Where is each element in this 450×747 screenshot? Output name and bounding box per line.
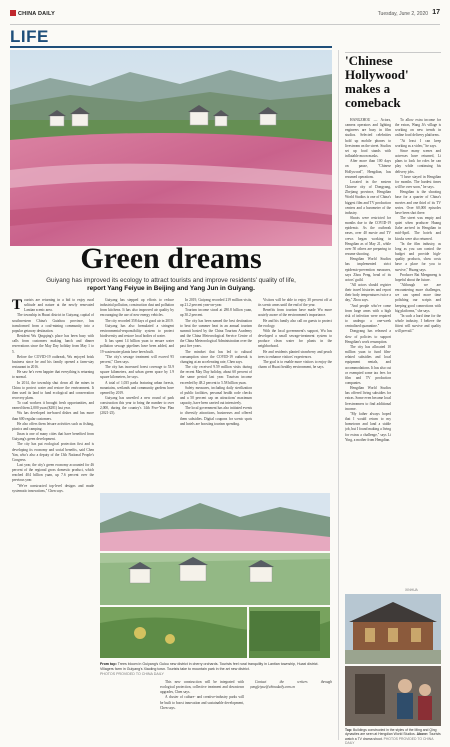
paragraph: He and his family also call on guests to protect the ecology. bbox=[258, 318, 332, 328]
paragraph: He and residents planted strawberry and peach trees to enhance visitors' experiences. bbox=[258, 349, 332, 359]
paragraph: Resident Wu Qingqing's place has been busy with calls from customers making lunch and dinner reservations since the May Day holiday from May 1 to 5. bbox=[12, 334, 94, 354]
paragraph: Producer Bai Mengmeng is hopeful about the future. bbox=[395, 272, 441, 282]
caption-text: Trees bloom in Guiyang's Gulou new district in cherry orchards. Tourists feel rural tranquility in Lantian township, Huaxi district. Villagers farm in Guiyang's Xiaoling town. Tourists take to mountain park in the art new district. bbox=[100, 662, 319, 671]
paragraph: Guiyang has also formulated a stringent environmental-responsibility system to protect biodiversity and restore local bodies of water. bbox=[100, 323, 174, 339]
paragraph: "In such a hard time for the whole industry, I believe the fittest will survive and quality will prevail." bbox=[395, 313, 441, 334]
paragraph: Since many scenes and actresses have returned, Li plans to look for roles he can play while continuing his delivery jobs. bbox=[395, 148, 441, 174]
paragraph: "We've constructed top-level designs and made systematic innovations," Chen says. bbox=[12, 483, 94, 493]
paragraph: Guiyang has stepped up efforts to reduce industrial pollution, construction dust and pollution from kitchens. It has also improved air quality by encouraging the use of new energy vehicles. bbox=[100, 298, 174, 318]
paragraph: Hengdian is the shooting base for a quarter of China's movies and one third of its TV series. Over 60,000 episodes have been shot there. bbox=[395, 190, 441, 215]
paragraph: A cluster of culture- and creative-industry parks will be built to boost innovation and sustainable development, Chen says. bbox=[160, 695, 244, 710]
article-column-2-bottom bbox=[160, 680, 244, 740]
paragraph: With the local government's support, Wu has developed a small sewage-treatment system to produce clean water for plants in the neighborhood. bbox=[258, 328, 332, 349]
paragraph: Located in the eastern Chinese city of Dongyang, Zhejiang province, Hengdian World Studios is one of China's biggest film and TV production centers and a barometer of the industry. bbox=[345, 179, 391, 215]
newspaper-logo bbox=[10, 10, 55, 17]
article-column-1 bbox=[12, 298, 94, 743]
column-2-paragraphs bbox=[100, 298, 174, 417]
paragraph: To allow extra income for the extras, Wang Ji's village is working on new trends in online food delivery platforms. bbox=[395, 118, 441, 138]
paragraph: To coal workers it brought fresh opportunities, and earned them 2,000 yuan ($281) last year. bbox=[12, 401, 94, 411]
paragraph: Benefits from tourism have made Wu more acutely aware of the environment's importance. bbox=[258, 308, 332, 318]
paragraph: The city recorded 358 days of good air in 2019. bbox=[105, 318, 174, 323]
paragraph: "All actors should register their travel histories and report their body temperatures twice a day," Zhou says. bbox=[345, 283, 391, 303]
paragraph: Shoots were restricted for months due to the COVID-19 epidemic. As the outbreak eases, over 40 movie and TV crews began working in Hengdian as of May 21, while over 50 others are preparing to resume shooting. bbox=[345, 215, 391, 257]
section-rule bbox=[10, 46, 332, 48]
photo-collage bbox=[100, 493, 330, 658]
agency-credit: XINHUA bbox=[405, 588, 418, 592]
article-headline: Green dreams bbox=[80, 242, 262, 275]
sidebar-photo-caption bbox=[345, 728, 441, 745]
paragraph: The local government has also initiated events to diversify attractions, businesses and offered them subsidies. Digital coupons for scenic spots and hotels are boosting tourism spending. bbox=[180, 406, 252, 426]
byline: report Yang Feiyue in Beijing and Yang Jun in Guiyang. bbox=[87, 285, 255, 292]
paragraph: "In the film industry, as long as you can control the budget and provide high-quality products, show costs have a place for you to survive," Huang says. bbox=[395, 241, 441, 272]
standfirst-lead: Guiyang has improved its ecology to attract tourists and improve residents' quality of life, bbox=[46, 277, 296, 284]
caption-above-lead: Above: bbox=[416, 732, 429, 737]
sidebar-photo-credit: PHOTOS PROVIDED TO CHINA DAILY bbox=[345, 736, 434, 745]
paragraph: "I have stayed in Hengdian for months. The hardest times will be over soon," he says. bbox=[395, 174, 441, 190]
paragraph: Jinan is one of many cities that have benefited from Guiyang's green development. bbox=[12, 432, 94, 442]
paragraph: In 2014, the township shut down all the mines in China to protect water and restore the environment. It then used its land to fund ecological and conservation recovery plans. bbox=[12, 380, 94, 400]
sidebar-column-1-paragraphs bbox=[345, 118, 391, 443]
paragraph: The city has put ecological protection first and is developing its economy and social benefits, said Chen Yan, who's also a deputy of the 13th National People's Congress. bbox=[12, 442, 94, 462]
section-title: LIFE bbox=[10, 27, 49, 46]
paragraph: Tourism income stood at 280.8 billion yuan, up 30.2 percent. bbox=[180, 308, 252, 318]
paragraph: Guiyang has unveiled a new round of park construction this year to bring the number to over 2,000, during the country's 14th Five-Year Plan (2021-25). bbox=[100, 395, 174, 416]
logo-text: CHINA DAILY bbox=[18, 11, 55, 17]
sidebar-column-2-paragraphs bbox=[395, 118, 441, 335]
column-divider bbox=[338, 50, 339, 740]
paragraph: Hengdian World Studios has offered living subsidies for extras. Some even became local livestreamers to find additional income. bbox=[345, 386, 391, 411]
photo-caption bbox=[100, 662, 330, 676]
paragraph: Dongyang has released a slew of policies to support Hengdian's work resumption. bbox=[345, 329, 391, 344]
paragraph: "At least I can keep working as a video," he says. bbox=[395, 138, 441, 148]
drop-cap: T bbox=[12, 298, 23, 313]
paragraph: This new construction will be integrated with ecological protection, collective treatment and downtown upgrades, Chen says. bbox=[160, 680, 244, 695]
paragraph: Before the COVID-19 outbreak, Wu enjoyed brisk business since he and his family opened a farm-stay restaurant in 2016. bbox=[12, 354, 94, 370]
paragraph: "And people who've come from large areas with a high risk of infection were required to undergo a one-week centralized quarantine." bbox=[345, 303, 391, 329]
article-column-2 bbox=[100, 298, 174, 488]
caption-top: Buildings constructed in the styles of the Ming and Qing dynasties are seen at Hengdian World Studios. bbox=[345, 728, 437, 737]
paragraph: In 2019, Guiyang recorded 219 million visits, up 21.2 percent year-on-year. bbox=[180, 298, 252, 308]
article-column-3 bbox=[180, 298, 252, 488]
paragraph: The goal is to enable more visitors to enjoy the charm of Huaxi healthy environment, he says. bbox=[258, 359, 332, 370]
page-number: 17 bbox=[432, 9, 440, 16]
paragraph: The mindset that has led to cultural consumption since the COVID-19 outbreak is changing at an accelerating rate, Chen says. bbox=[180, 349, 252, 364]
paragraph: The city received 9.59 million visits during the recent May Day holiday, about 60 percent of the same period last year. Tourism income exceeded by 48.2 percent to 5.58 billion yuan. bbox=[180, 365, 252, 385]
logo-mark-icon bbox=[10, 10, 16, 16]
paragraph: The city has been named the best destination to beat the summer heat in an annual tourism summit hosted by the China Tourism Academy and the China Meteorological Service Centre of the China Meteorological Administration over the past five years. bbox=[180, 318, 252, 349]
column-3-paragraphs bbox=[180, 298, 252, 427]
paragraph: The street was empty and quiet when producer Huang Jiahe arrived in Hengdian in mid-April. The hotels and kiosks were also returned. bbox=[395, 215, 441, 241]
paragraph: It has spent 14 billion yuan to ensure water pollution sewage pipelines have been added, and 19 wastewater plants have been built. bbox=[100, 339, 174, 354]
photo-credit: PHOTOS PROVIDED TO CHINA DAILY bbox=[100, 671, 164, 676]
article-standfirst bbox=[10, 277, 332, 293]
article-column-4 bbox=[258, 298, 332, 488]
paragraph: Wu has developed tea-based dishes and has more than 600 regular customers. bbox=[12, 411, 94, 421]
paragraph: "The city's sewage treatment will exceed 95 percent," Chen says. bbox=[100, 354, 174, 364]
sidebar-headline: 'Chinese Hollywood' makes a comeback bbox=[345, 53, 409, 110]
paragraph: Safety measures, including daily sterilization of public facilities, personal health code checks and a 50 percent cap on attractions' maximum capacity, have been carried out intensively. bbox=[180, 385, 252, 406]
paragraph: He also offers them leisure activities such as fishing, picnics and camping. bbox=[12, 421, 94, 431]
column-1-paragraphs bbox=[12, 298, 94, 494]
paragraph: Last year, the city's green economy accounted for 46 percent of the regional gross domestic product, which reached 404 billion yuan, up 7.6 percent over the previous year. bbox=[12, 463, 94, 483]
contact-note: Contact the writers through yangfeiyue@chinadaily.com.cn bbox=[250, 680, 332, 690]
caption-lead: From top: bbox=[100, 662, 117, 666]
masthead bbox=[10, 6, 440, 25]
paragraph: ourists are returning in a bid to enjoy rural solitude and nature at the newly renovated Lantian scenic area. bbox=[24, 298, 94, 313]
caption-top-lead: Top: bbox=[345, 728, 353, 732]
paragraph: "Although we are encountering more challenges, we can spend more time polishing our scripts and keeping good connections with big platforms," she says. bbox=[395, 283, 441, 313]
paragraph: HANGZHOU — Actors, camera operators and lighting engineers are busy in film studios. Selected celebrities hold up mobile phones to livestream on the street. Studios set up food stands with inflatable moon masks. bbox=[345, 118, 391, 159]
sidebar-column-2 bbox=[395, 118, 441, 584]
paragraph: The township in Huaxi district in Guiyang, capital of southwestern China's Guizhou province, has transformed from a coal-mining community into a popular getaway destination. bbox=[12, 313, 94, 333]
paragraph: Hengdian World Studios has implemented strict epidemic-prevention measures, says Zhou Peng, head of its actors' guild. bbox=[345, 257, 391, 282]
paragraph: "My father always hoped that I would return to my hometown and land a stable job, but I found making a living for extras a challenge," says Li Ying, a mother from Hengdian. bbox=[345, 411, 391, 442]
column-4-paragraphs bbox=[258, 298, 332, 370]
article-column-3-bottom bbox=[250, 680, 332, 740]
column-2-bottom-paragraphs bbox=[160, 680, 244, 711]
paragraph: A total of 1,035 parks featuring urban forests, mountains, wetlands and community gardens have opened by 2019. bbox=[100, 380, 174, 395]
caption-above: Tourists watch a TV drama shoot. bbox=[345, 732, 441, 741]
paragraph: He saw he's even happier that everything is returning to normal. bbox=[12, 370, 94, 380]
sidebar-photo bbox=[345, 594, 441, 726]
issue-date: Tuesday, June 2, 2020 bbox=[377, 11, 428, 17]
sidebar-column-1 bbox=[345, 118, 391, 584]
paragraph: The city has increased forest coverage to 53.9 square kilometers, and urban green space by 1.9 square kilometers, he says. bbox=[100, 365, 174, 380]
paragraph: Visitors will be able to enjoy 30 percent off at its scenic areas until the end of the year. bbox=[258, 298, 332, 308]
paragraph: The city has allocated 10 million yuan to fund film-related subsidies and local equipment rentals, and accommodations. It has also cut or exempted some tax fees for film and TV production companies. bbox=[345, 344, 391, 385]
hero-photo bbox=[10, 50, 332, 246]
paragraph: After more than 100 days on pause, "Chinese Hollywood", Hengdian, has resumed operations. bbox=[345, 159, 391, 179]
